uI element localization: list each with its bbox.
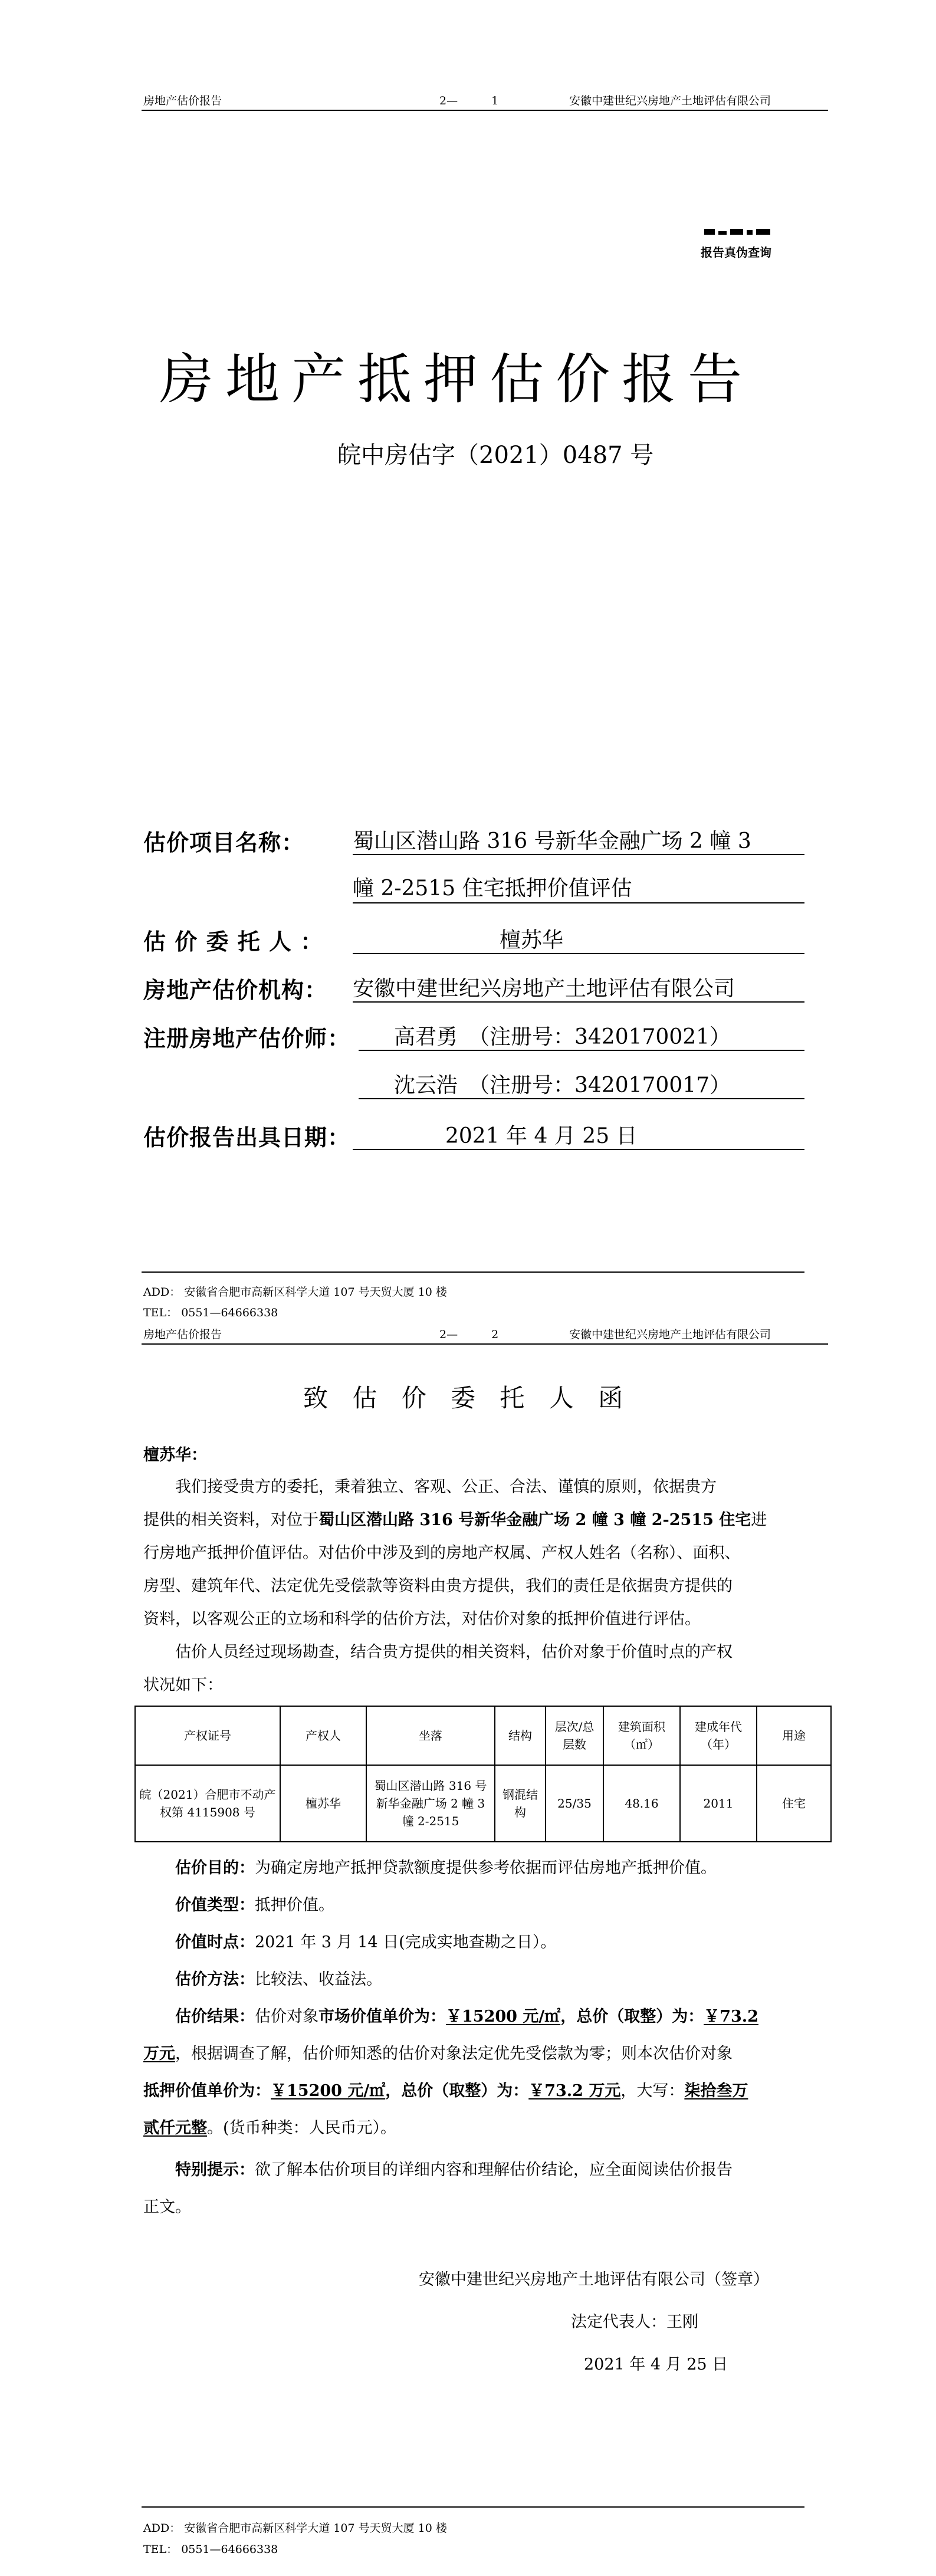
- text: ，总价（取整）为：: [560, 2007, 704, 2026]
- value-type-label: 价值类型：: [175, 1896, 255, 1914]
- agency-value: 安徽中建世纪兴房地产土地评估有限公司: [353, 977, 735, 1001]
- footer-rule: [142, 2506, 804, 2508]
- text: 。(货币种类：人民币元）。: [207, 2119, 397, 2137]
- letter-para2-line1: 估价人员经过现场勘查，结合贵方提供的相关资料，估价对象于价值时点的产权: [175, 1643, 733, 1661]
- agency-underline: [353, 1001, 804, 1003]
- result-line3: [143, 2075, 748, 2108]
- letter-para1-line5: 资料，以客观公正的立场和科学的估价方法，对估价对象的抵押价值进行评估。: [143, 1610, 701, 1628]
- footer-phone: TEL： 0551—64666338: [143, 1306, 278, 1319]
- market-unit-price: ￥15200 元/㎡: [446, 2007, 561, 2026]
- method-value: 比较法、收益法。: [255, 1970, 382, 1989]
- header-right: 安徽中建世纪兴房地产土地评估有限公司: [569, 1328, 771, 1341]
- letter-para1-line3: 行房地产抵押价值评估。对估价中涉及到的房地产权属、产权人姓名（名称）、面积、: [143, 1544, 741, 1562]
- appraiser-underline-2: [359, 1098, 804, 1099]
- table-row: [135, 1765, 831, 1842]
- table-header-cell: 坐落: [366, 1706, 495, 1765]
- table-cell-cert-no: 皖（2021）合肥市不动产权第 4115908 号: [135, 1765, 280, 1842]
- value-date-value: 2021 年 3 月 14 日(完成实地查勘之日）。: [255, 1933, 557, 1951]
- client-value: 檀苏华: [500, 928, 564, 952]
- special-note-line2: 正文。: [143, 2198, 191, 2216]
- project-value-line1: 蜀山区潜山路 316 号新华金融广场 2 幢 3: [353, 829, 751, 853]
- amount-in-words-part2: 贰仟元整: [143, 2119, 207, 2137]
- value-type-value: 抵押价值。: [255, 1896, 334, 1914]
- letter-para2-line2: 状况如下：: [143, 1676, 223, 1694]
- client-label: 估 价 委 托 人 ：: [143, 928, 324, 955]
- agency-label: 房地产估价机构：: [143, 977, 328, 1003]
- method-line: [175, 1963, 382, 1996]
- table-header-cell: 结构: [495, 1706, 546, 1765]
- date-underline: [353, 1149, 804, 1150]
- method-label: 估价方法：: [175, 1970, 255, 1989]
- property-rights-table: [134, 1706, 832, 1842]
- table-cell-floor: 25/35: [546, 1765, 603, 1842]
- footer-address: ADD： 安徽省合肥市高新区科学大道 107 号天贸大厦 10 楼: [143, 2522, 447, 2535]
- text: 抵押价值单价为：: [143, 2082, 271, 2100]
- result-line1: [175, 2000, 758, 2033]
- client-underline: [353, 953, 804, 954]
- text: 进: [751, 1511, 767, 1529]
- header-left: 房地产估价报告: [143, 94, 222, 107]
- header-page-number: 2— 1: [439, 94, 499, 107]
- table-header-cell: 建成年代（年）: [680, 1706, 757, 1765]
- project-value-line2: 幢 2-2515 住宅抵押价值评估: [353, 876, 632, 901]
- value-date-label: 价值时点：: [175, 1933, 255, 1951]
- header-rule: [142, 1343, 828, 1345]
- table-header-cell: 产权证号: [135, 1706, 280, 1765]
- table-header-row: [135, 1706, 831, 1765]
- special-note-label: 特别提示：: [175, 2161, 255, 2179]
- value-type-line: [175, 1889, 334, 1922]
- result-line4: [143, 2112, 396, 2145]
- letter-salutation: 檀苏华：: [143, 1446, 207, 1464]
- header-rule: [142, 110, 828, 111]
- text: ，大写：: [620, 2082, 685, 2100]
- table-cell-owner: 檀苏华: [280, 1765, 366, 1842]
- letter-title: 致 估 价 委 托 人 函: [303, 1384, 632, 1412]
- date-value: 2021 年 4 月 25 日: [445, 1124, 638, 1148]
- header-right: 安徽中建世纪兴房地产土地评估有限公司: [569, 94, 771, 107]
- appraiser-1: 高君勇 （注册号：3420170021）: [394, 1025, 731, 1049]
- value-date-line: [175, 1926, 556, 1959]
- appraiser-label: 注册房地产估价师：: [143, 1025, 351, 1052]
- signature-representative: 法定代表人：王刚: [571, 2313, 698, 2331]
- table-cell-usage: 住宅: [757, 1765, 831, 1842]
- table-cell-structure: 钢混结构: [495, 1765, 546, 1842]
- market-total-unit: 万元: [143, 2045, 175, 2063]
- table-header-cell: 层次/总层数: [546, 1706, 603, 1765]
- footer-rule: [142, 1271, 804, 1273]
- table-cell-location: 蜀山区潜山路 316 号新华金融广场 2 幢 3 幢 2-2515: [366, 1765, 495, 1842]
- project-underline-1: [353, 854, 804, 855]
- special-note-text: 欲了解本估价项目的详细内容和理解估价结论，应全面阅读估价报告: [255, 2161, 733, 2179]
- table-header-cell: 用途: [757, 1706, 831, 1765]
- table-cell-year: 2011: [680, 1765, 757, 1842]
- letter-para1-line2: [143, 1504, 767, 1537]
- header-page-number: 2— 2: [439, 1328, 499, 1341]
- purpose-value: 为确定房地产抵押贷款额度提供参考依据而评估房地产抵押价值。: [255, 1859, 717, 1877]
- signature-company: 安徽中建世纪兴房地产土地评估有限公司（签章）: [419, 2271, 769, 2289]
- letter-para1-line1: 我们接受贵方的委托，秉着独立、客观、公正、合法、谨慎的原则，依据贵方: [175, 1478, 717, 1496]
- header-left: 房地产估价报告: [143, 1328, 222, 1341]
- special-note-line1: [175, 2154, 733, 2187]
- table-header-cell: 建筑面积（㎡）: [603, 1706, 680, 1765]
- amount-in-words-part1: 柒拾叁万: [684, 2082, 748, 2100]
- qr-code[interactable]: [701, 201, 775, 247]
- market-total-price: ￥73.2: [704, 2007, 758, 2026]
- mortgage-total-price: ￥73.2 万元: [528, 2082, 621, 2100]
- property-address: 蜀山区潜山路 316 号新华金融广场 2 幢 3 幢 2-2515 住宅: [318, 1511, 751, 1529]
- text: 市场价值单价为：: [318, 2007, 446, 2026]
- mortgage-unit-price: ￥15200 元/㎡: [271, 2082, 386, 2100]
- footer-phone: TEL： 0551—64666338: [143, 2543, 278, 2556]
- table-header-cell: 产权人: [280, 1706, 366, 1765]
- report-number: 皖中房估字（2021）0487 号: [337, 442, 654, 469]
- signature-date: 2021 年 4 月 25 日: [584, 2355, 728, 2374]
- qr-code-graphic: [701, 201, 775, 247]
- letter-para1-line4: 房型、建筑年代、法定优先受偿款等资料由贵方提供，我们的责任是依据贵方提供的: [143, 1577, 733, 1595]
- date-label: 估价报告出具日期：: [143, 1124, 351, 1151]
- appraiser-underline-1: [359, 1050, 804, 1051]
- result-line2: [143, 2038, 733, 2071]
- report-title: 房地产抵押估价报告: [159, 348, 754, 411]
- purpose-label: 估价目的：: [175, 1859, 255, 1877]
- project-underline-2: [353, 902, 804, 903]
- purpose-line: [175, 1852, 717, 1885]
- footer-address: ADD： 安徽省合肥市高新区科学大道 107 号天贸大厦 10 楼: [143, 1286, 447, 1299]
- text: 提供的相关资料，对位于: [143, 1511, 318, 1529]
- result-label: 估价结果：: [175, 2007, 255, 2026]
- project-label: 估价项目名称：: [143, 829, 305, 856]
- table-cell-area: 48.16: [603, 1765, 680, 1842]
- appraiser-2: 沈云浩 （注册号：3420170017）: [394, 1073, 731, 1098]
- qr-caption: 报告真伪查询: [701, 245, 771, 259]
- text: ，总价（取整）为：: [385, 2082, 529, 2100]
- text: 估价对象: [255, 2007, 318, 2026]
- text: ，根据调查了解，估价师知悉的估价对象法定优先受偿款为零；则本次估价对象: [175, 2045, 733, 2063]
